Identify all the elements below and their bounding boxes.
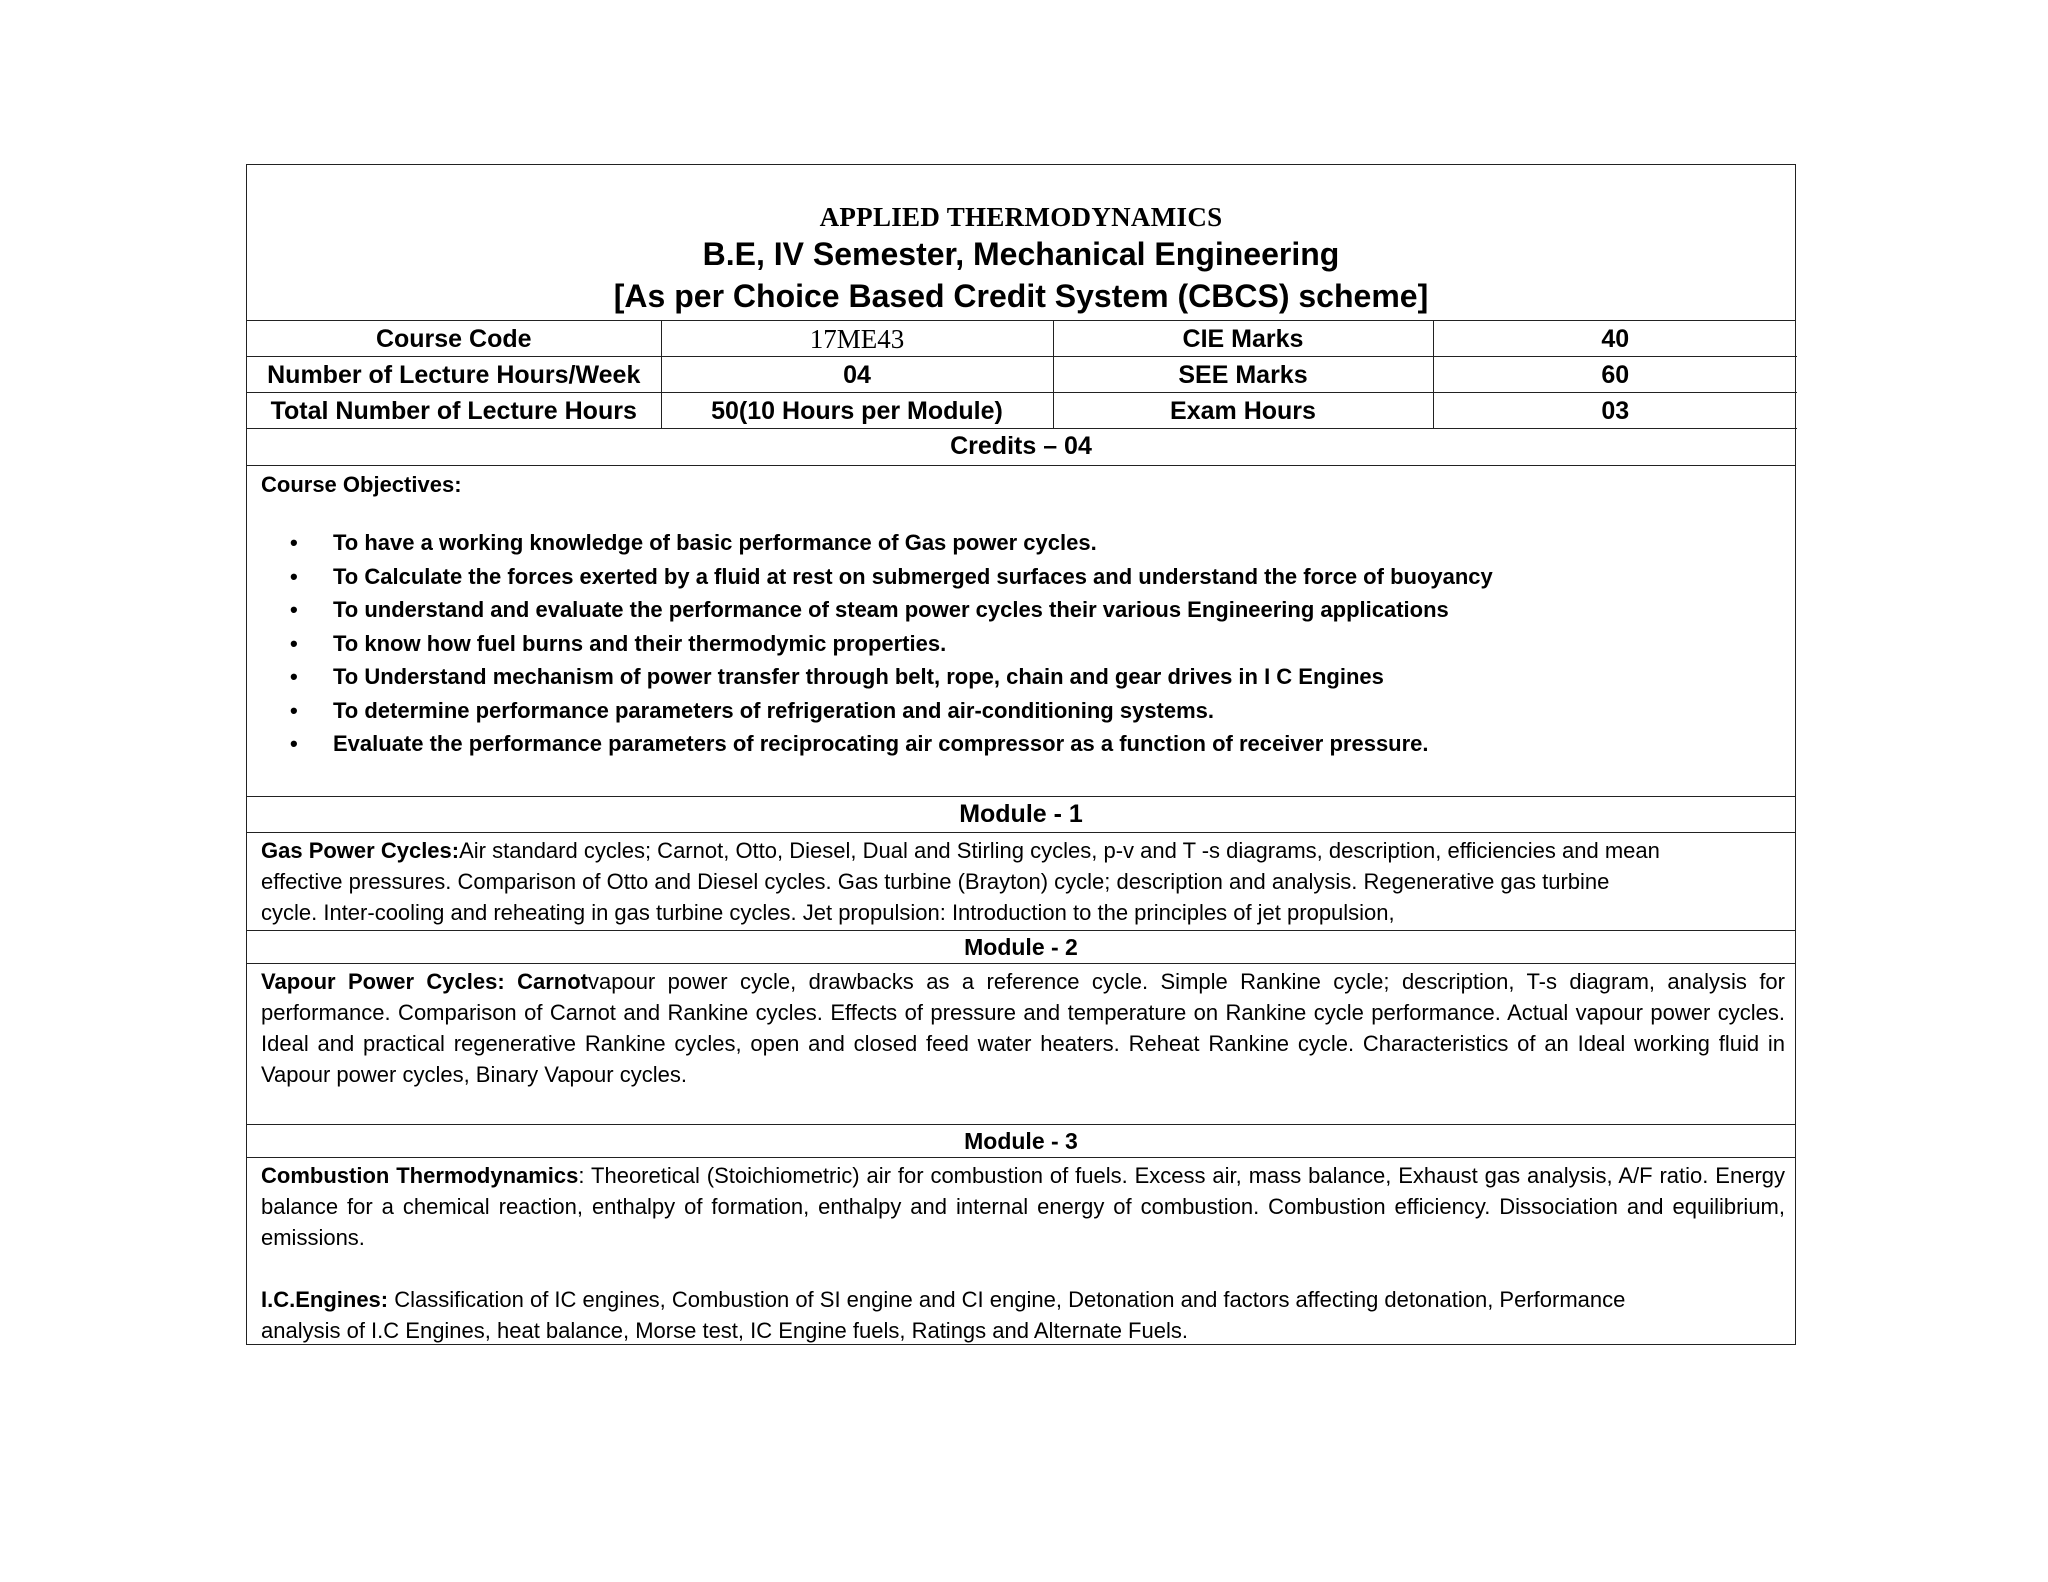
credits-row: Credits – 04 xyxy=(247,429,1795,466)
table-row xyxy=(247,357,1797,393)
module-2-lead: Vapour Power Cycles: Carnot xyxy=(261,969,588,994)
module-1-line: effective pressures. Comparison of Otto and Diesel cycles. Gas turbine (Brayton) cycle; description and analysis. Regenerative gas turbine xyxy=(261,869,1610,894)
module-3-lead: Combustion Thermodynamics xyxy=(261,1163,579,1188)
list-item: • Evaluate the performance parameters of reciprocating air compressor as a function of receiver pressure. xyxy=(333,727,1781,761)
module-3-content xyxy=(247,1158,1795,1344)
lecture-hours-week-value: 04 xyxy=(661,357,1053,393)
scheme-line: [As per Choice Based Credit System (CBCS) scheme] xyxy=(613,278,1429,314)
list-item: • To know how fuel burns and their thermodymic properties. xyxy=(333,627,1781,661)
bullet-icon: • xyxy=(290,664,298,689)
module-1-content xyxy=(247,833,1795,931)
title-block xyxy=(247,165,1795,321)
module-1-heading: Module - 1 xyxy=(247,797,1795,833)
total-lecture-hours-value: 50(10 Hours per Module) xyxy=(661,393,1053,429)
course-info-table xyxy=(247,321,1797,429)
module-2-heading: Module - 2 xyxy=(247,931,1795,964)
list-item: • To have a working knowledge of basic performance of Gas power cycles. xyxy=(333,526,1781,560)
combustion-paragraph: Combustion Thermodynamics: Theoretical (Stoichiometric) air for combustion of fuels. Excess air, mass balance, Exhaust gas analysis, A/F ratio. Energy balance for a chemical reaction, enthalpy of formation, enthalpy and internal energy of combustion. Combustion efficiency. Dissociation and equilibrium, emissions. xyxy=(261,1163,1786,1250)
bullet-icon: • xyxy=(290,630,298,656)
exam-hours-value: 03 xyxy=(1433,393,1797,429)
ic-engines-line: I.C.Engines: Classification of IC engines, Combustion of SI engine and CI engine, Detonation and factors affecting detonation, Performance xyxy=(261,1287,1626,1312)
objectives-list xyxy=(261,526,1781,761)
bullet-icon: • xyxy=(290,597,298,622)
lecture-hours-week-label: Number of Lecture Hours/Week xyxy=(247,357,661,393)
list-item: • To understand and evaluate the performance of steam power cycles their various Engineering applications xyxy=(333,593,1781,627)
program-line: B.E, IV Semester, Mechanical Engineering xyxy=(702,236,1340,272)
bullet-icon: • xyxy=(290,563,298,589)
list-item: • To determine performance parameters of refrigeration and air-conditioning systems. xyxy=(333,694,1781,728)
module-3-lead-2: I.C.Engines: xyxy=(261,1287,389,1312)
table-row xyxy=(247,393,1797,429)
bullet-icon: • xyxy=(290,530,298,555)
total-lecture-hours-label: Total Number of Lecture Hours xyxy=(247,393,661,429)
syllabus-frame xyxy=(246,164,1796,1345)
cie-marks-value: 40 xyxy=(1433,321,1797,357)
module-1-line: cycle. Inter-cooling and reheating in gas turbine cycles. Jet propulsion: Introduction to the principles of jet propulsion, xyxy=(261,900,1395,925)
list-item: • To Calculate the forces exerted by a fluid at rest on submerged surfaces and understand the force of buoyancy xyxy=(333,560,1781,594)
see-marks-value: 60 xyxy=(1433,357,1797,393)
bullet-icon: • xyxy=(290,697,298,723)
course-objectives xyxy=(247,466,1795,797)
cie-marks-label: CIE Marks xyxy=(1053,321,1433,357)
objectives-heading: Course Objectives: xyxy=(261,472,462,497)
course-code-label: Course Code xyxy=(247,321,661,357)
see-marks-label: SEE Marks xyxy=(1053,357,1433,393)
table-row xyxy=(247,321,1797,357)
module-3-heading: Module - 3 xyxy=(247,1125,1795,1158)
course-code-value: 17ME43 xyxy=(661,321,1053,357)
module-1-line: Gas Power Cycles:Air standard cycles; Carnot, Otto, Diesel, Dual and Stirling cycles, p-v and T -s diagrams, description, efficiencies and mean xyxy=(261,838,1660,863)
list-item: • To Understand mechanism of power transfer through belt, rope, chain and gear drives in I C Engines xyxy=(333,660,1781,694)
bullet-icon: • xyxy=(290,731,298,756)
module-2-text: vapour power cycle, drawbacks as a reference cycle. Simple Rankine cycle; description, T-s diagram, analysis for performance. Comparison of Carnot and Rankine cycles. Effects of pressure and temperature on Rankine cycle performance. Actual vapour power cycles. Ideal and practical regenerative Rankine cycles, open and closed feed water heaters. Reheat Rankine cycle. Characteristics of an Ideal working fluid in Vapour power cycles, Binary Vapour cycles. xyxy=(261,969,1785,1087)
course-title: APPLIED THERMODYNAMICS xyxy=(819,202,1223,232)
ic-engines-line: analysis of I.C Engines, heat balance, Morse test, IC Engine fuels, Ratings and Alternate Fuels. xyxy=(261,1318,1188,1343)
exam-hours-label: Exam Hours xyxy=(1053,393,1433,429)
module-2-content xyxy=(247,964,1795,1125)
module-1-lead: Gas Power Cycles: xyxy=(261,838,460,863)
